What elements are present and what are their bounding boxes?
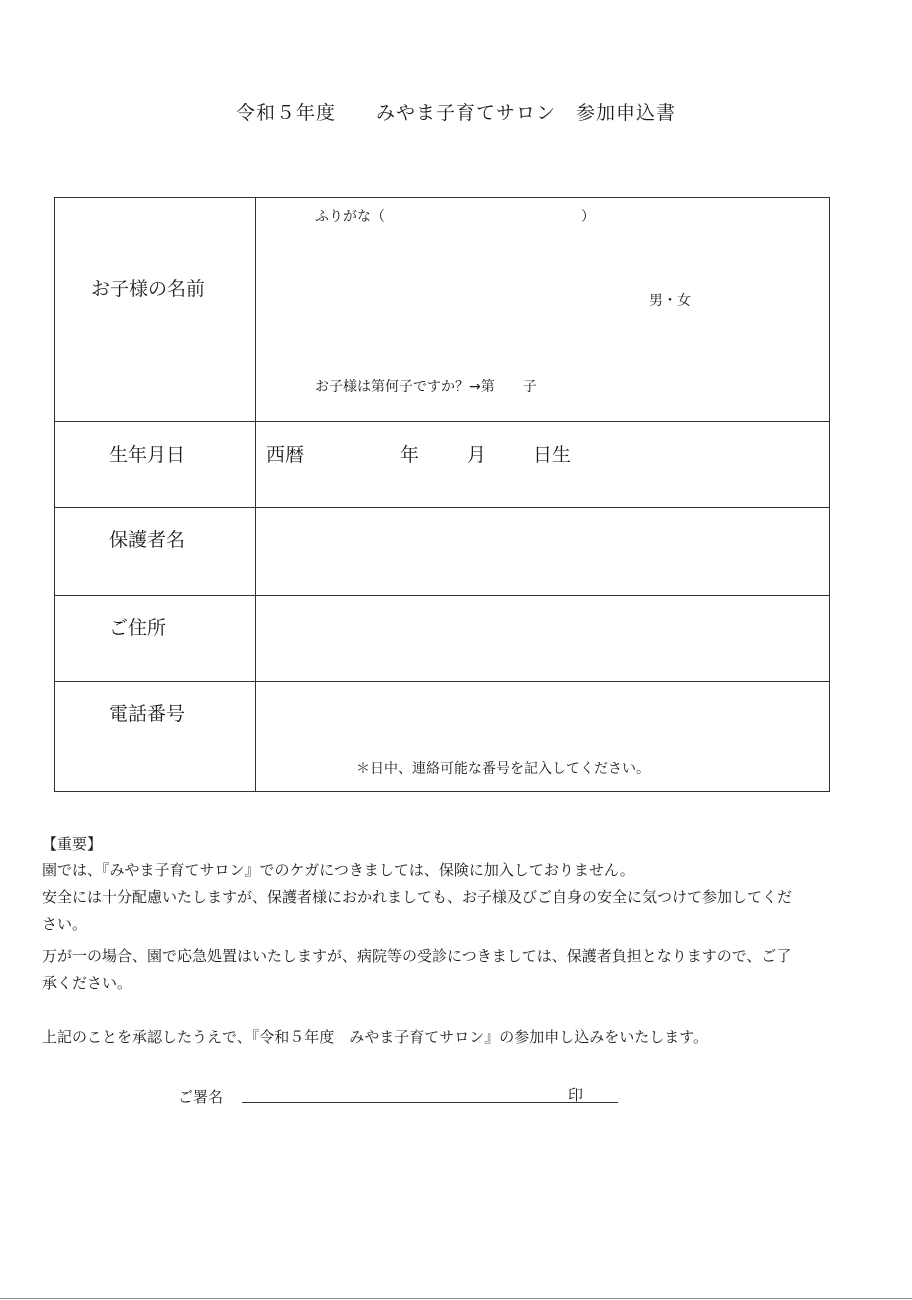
signature-line[interactable] (242, 1102, 618, 1103)
guardian-field[interactable] (256, 508, 830, 596)
seal-mark: 印 (568, 1086, 584, 1104)
birthdate-month-unit: 月 (467, 444, 487, 466)
important-line: 万が一の場合、園で応急処置はいたしますが、病院等の受診につきましては、保護者負担となりますので、ご了 (42, 947, 792, 965)
address-field[interactable] (256, 596, 830, 682)
important-line: 承ください。 (42, 974, 133, 992)
child-name-label: お子様の名前 (91, 278, 206, 300)
gender-choice[interactable]: 男・女 (649, 293, 691, 309)
guardian-label: 保護者名 (109, 529, 186, 551)
important-line: さい。 (42, 915, 88, 933)
row-child-name (55, 198, 830, 422)
birthdate-field[interactable] (256, 422, 830, 508)
birthdate-year-unit: 年 (400, 444, 420, 466)
application-table (54, 197, 830, 792)
child-name-field[interactable] (256, 198, 830, 422)
signature-label: ご署名 (178, 1088, 224, 1106)
row-phone (55, 682, 830, 792)
consent-statement: 上記のことを承認したうえで、『令和５年度 みやま子育てサロン』の参加申し込みをいたします。 (42, 1028, 709, 1046)
birthdate-era: 西暦 (266, 444, 305, 466)
row-birthdate (55, 422, 830, 508)
important-line: 安全には十分配慮いたしますが、保護者様におかれましても、お子様及びご自身の安全に気つけて参加してくだ (42, 888, 793, 906)
phone-label: 電話番号 (109, 703, 186, 725)
row-guardian (55, 508, 830, 596)
birthdate-label: 生年月日 (109, 444, 186, 466)
birth-order-question: お子様は第何子ですか？→第 子 (315, 379, 537, 395)
important-heading: 【重要】 (42, 835, 103, 853)
row-address (55, 596, 830, 682)
phone-note: ＊日中、連絡可能な番号を記入してください。 (356, 761, 650, 777)
form-title: 令和５年度 みやま子育てサロン 参加申込書 (235, 102, 676, 124)
furigana-label: ふりがな（ ） (315, 209, 595, 225)
important-line: 園では、『みやま子育てサロン』でのケガにつきましては、保険に加入しておりません。 (42, 861, 635, 879)
phone-field[interactable] (256, 682, 830, 792)
address-label: ご住所 (109, 617, 167, 639)
birthdate-day-unit: 日生 (533, 444, 572, 466)
page-bottom-edge (0, 1298, 912, 1299)
